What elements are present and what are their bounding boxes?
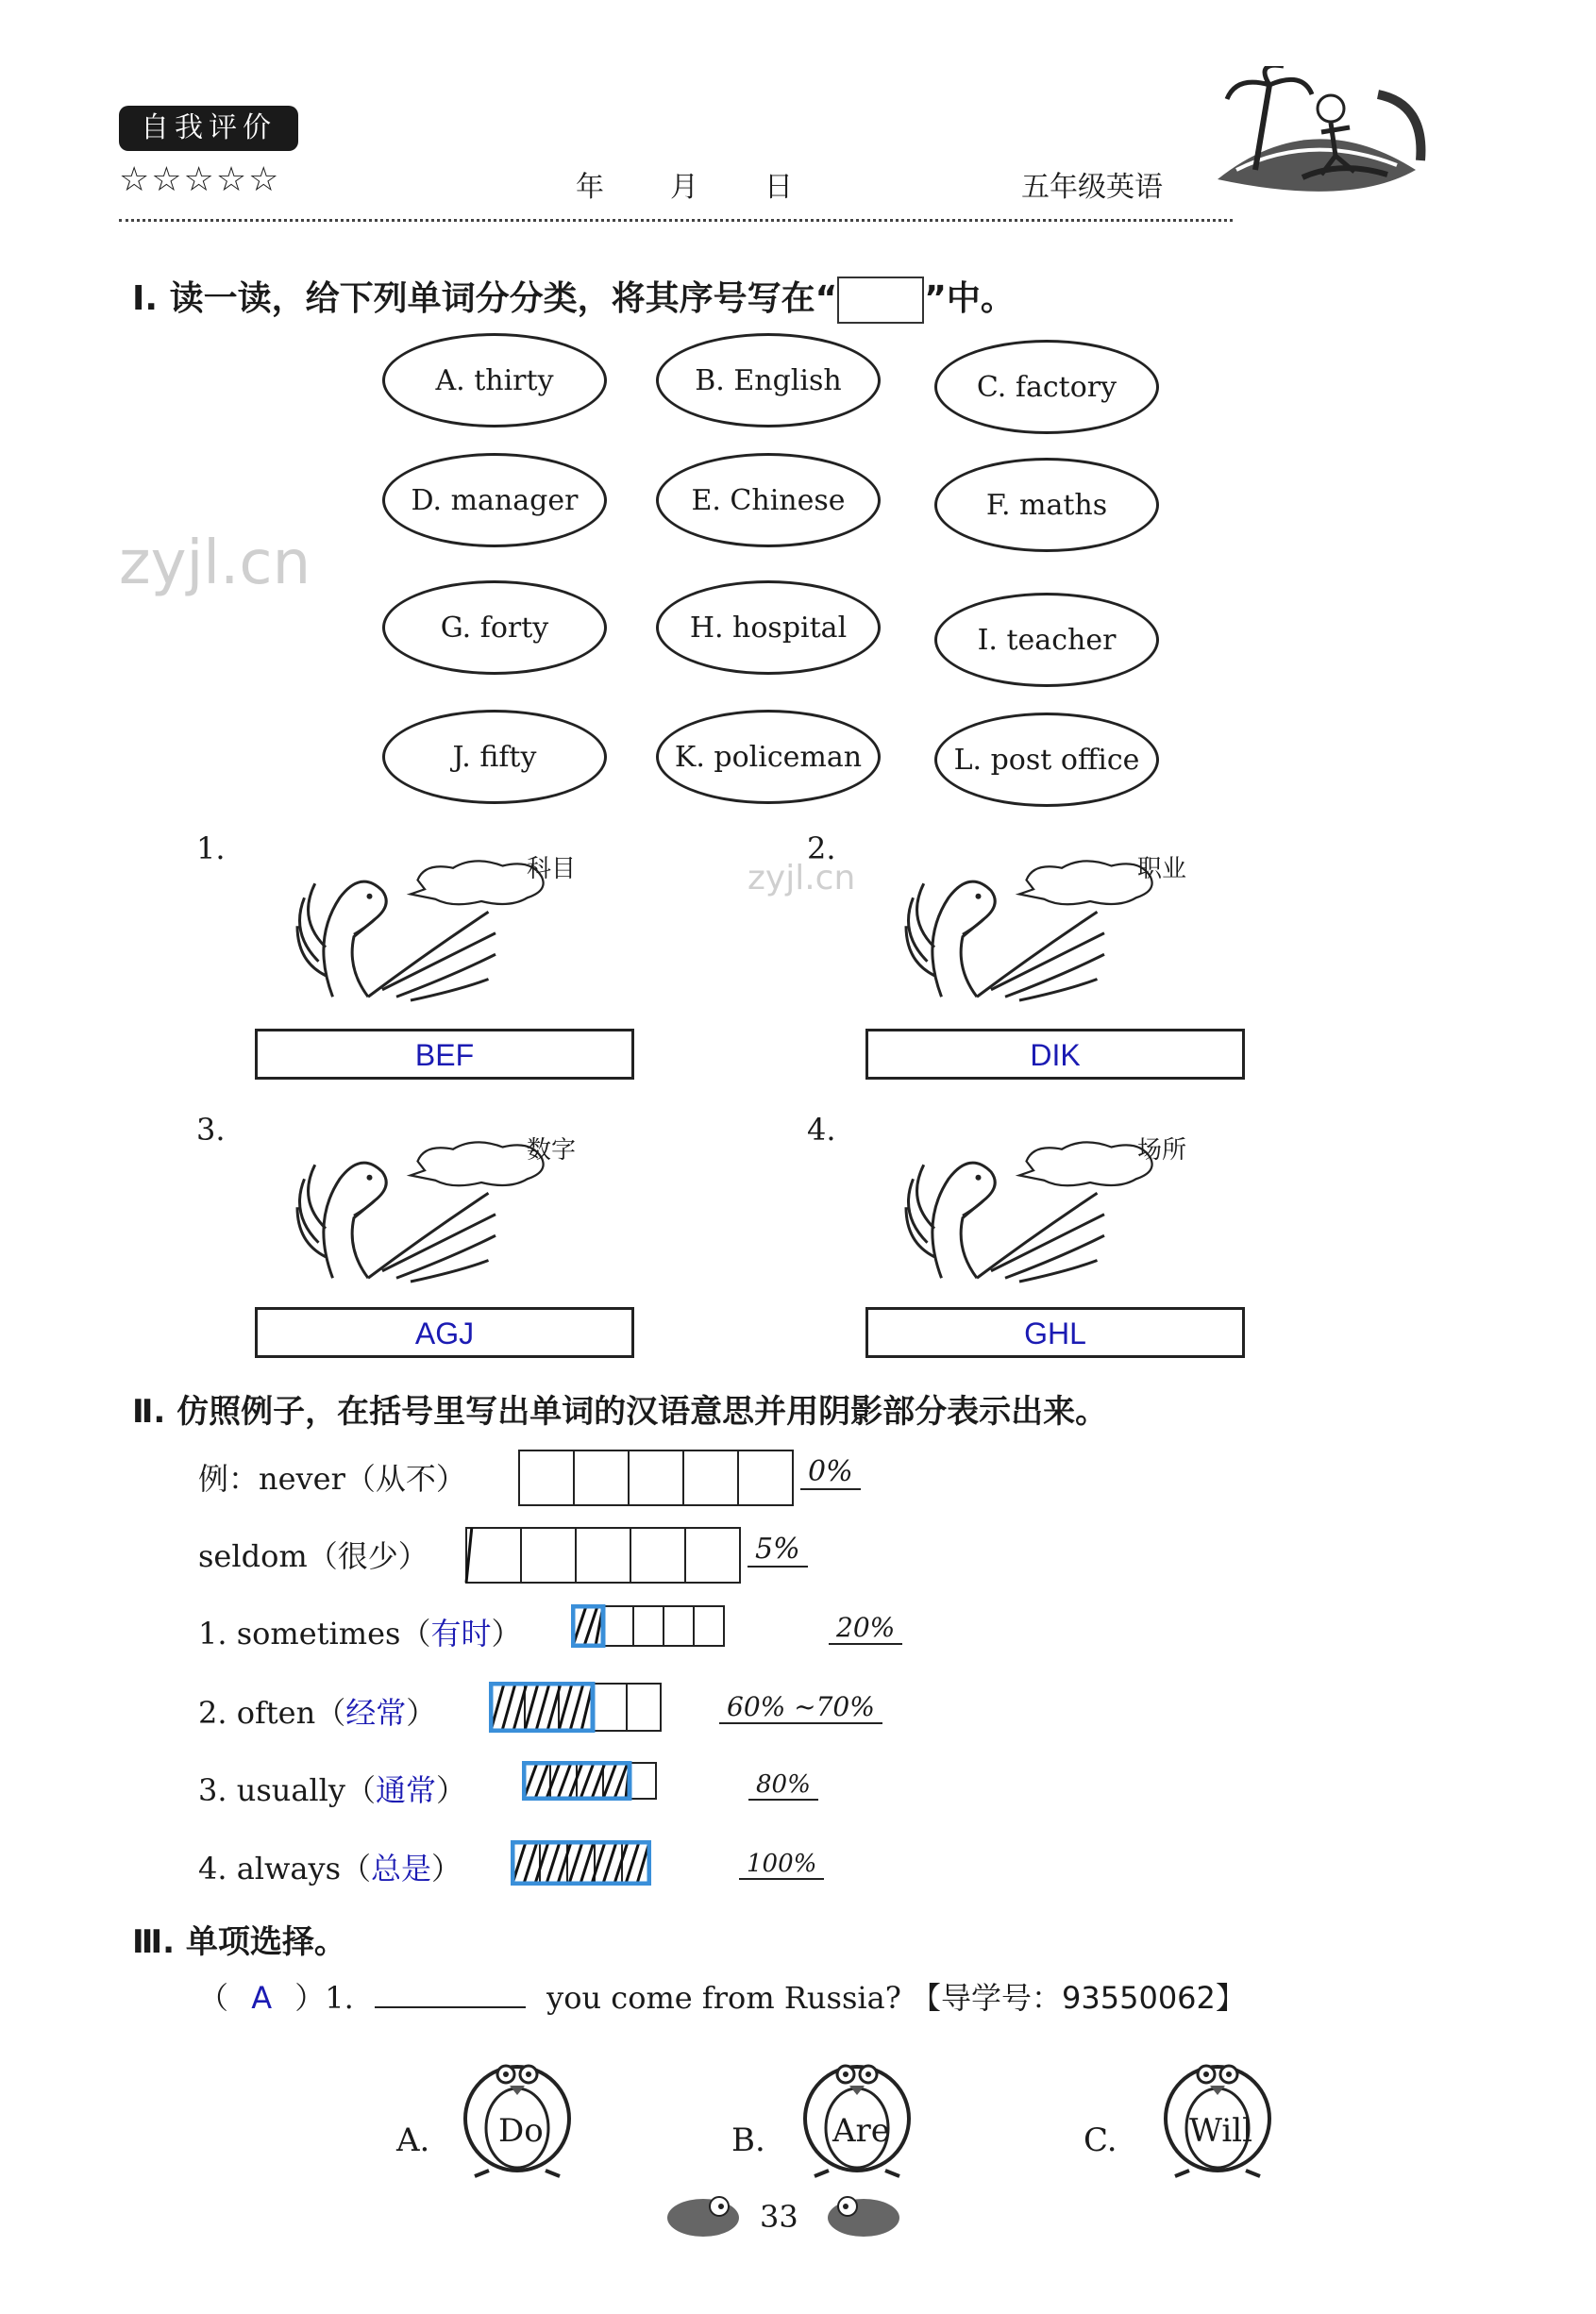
bar-cell [738,1450,793,1505]
word-option: K. policeman [656,710,881,804]
answer-box[interactable]: GHL [865,1307,1245,1358]
percentage-label: 100% [739,1850,824,1880]
option-word: Will [1189,2112,1252,2150]
bird-icon [661,2188,746,2244]
bar-cell [593,1684,627,1731]
word-option: E. Chinese [656,453,881,547]
group-number: 2. [807,830,836,866]
blank-box [837,277,924,324]
bar-cell [694,1606,724,1646]
bar-cells [489,1682,663,1733]
word-option: B. English [656,333,881,428]
swan-icon [283,1112,566,1310]
day-label: 日 [764,171,793,204]
frequency-bar[interactable] [517,1449,795,1507]
cloud-label: 科目 [527,855,577,883]
section-3-title: Ⅲ. 单项选择。 [132,1923,346,1961]
bar-cell [683,1450,738,1505]
row-always [198,1845,462,1888]
word-option: A. thirty [382,333,607,428]
section-2-title: Ⅱ. 仿照例子，在括号里写出单词的汉语意思并用阴影部分表示出来。 [132,1393,1108,1431]
bar-cell [466,1528,521,1583]
percentage-label: 60% ~70% [719,1691,882,1724]
answer-box[interactable]: DIK [865,1029,1245,1080]
penguin-icon[interactable] [1151,2038,1284,2180]
bar-cell [630,1763,656,1799]
question-text: you come from Russia? [546,1980,901,2016]
reference-number: 【导学号：93550062】 [911,1980,1246,2016]
option-label: B. [731,2121,765,2159]
cloud-label: 数字 [527,1136,577,1165]
frequency-bar[interactable] [522,1761,658,1801]
fill-blank[interactable] [375,2006,526,2008]
word-option: C. factory [934,340,1159,434]
answer-box[interactable]: BEF [255,1029,634,1080]
row-sometimes [198,1610,522,1653]
example-row-seldom: seldom（很少） [198,1538,428,1574]
swan-icon [892,1112,1175,1310]
bar-cell [627,1684,661,1731]
word-option: I. teacher [934,593,1159,687]
bar-cells [522,1761,658,1801]
question-number: ）1. [294,1980,354,2016]
row-suffix: ） [436,1772,467,1808]
bar-cell [629,1450,683,1505]
bar-cell [664,1606,694,1646]
option-word: Do [498,2112,544,2150]
penguin-icon[interactable] [791,2038,923,2180]
example-row-never: 例：never（从不） [198,1461,466,1497]
section-1-title [132,272,1015,324]
answer-box[interactable]: AGJ [255,1307,634,1358]
word-option: H. hospital [656,580,881,675]
word-option: F. maths [934,458,1159,552]
book-title: 五年级英语 [1021,171,1163,204]
option-label: C. [1084,2121,1117,2159]
bar-cell [603,1606,633,1646]
bar-cells [571,1604,726,1648]
section-1-title-pre: Ⅰ. 读一读，给下列单词分分类，将其序号写在“ [132,279,838,318]
bar-cell [633,1606,664,1646]
penguin-icon[interactable] [451,2038,583,2180]
section-1-title-post: ”中。 [924,279,1015,318]
frequency-bar[interactable] [571,1604,726,1648]
question-1 [198,1974,1246,2018]
watermark: zyjl.cn [119,528,311,598]
row-suffix: ） [491,1616,522,1652]
self-evaluation-badge: 自我评价 [119,106,298,151]
answer-choice[interactable]: A [251,1980,273,2016]
word-option: G. forty [382,580,607,675]
bar-cell [574,1450,629,1505]
option-word: Are [832,2112,890,2150]
row-prefix: 1. sometimes（ [198,1616,431,1652]
percentage-label: 20% [829,1612,902,1645]
group-number: 3. [196,1112,226,1148]
bar-cells [464,1526,742,1585]
percentage-label: 80% [748,1770,818,1801]
frequency-bar[interactable] [464,1526,742,1585]
word-option: L. post office [934,713,1159,807]
answer-text[interactable]: 有时 [430,1616,492,1652]
answer-text[interactable]: 总是 [371,1851,432,1886]
watermark: zyjl.cn [748,859,856,897]
answer-text[interactable]: 经常 [345,1695,407,1731]
bird-icon [821,2188,906,2244]
rating-stars[interactable]: ☆☆☆☆☆ [119,160,281,199]
group-number: 4. [807,1112,836,1148]
swan-icon [892,830,1175,1029]
row-suffix: ） [431,1851,462,1886]
page-number: 33 [760,2199,798,2235]
percentage-label: 0% [800,1455,861,1490]
cloud-label: 职业 [1137,855,1187,883]
header-divider [119,219,1233,222]
option-label: A. [396,2121,430,2159]
word-option: J. fifty [382,710,607,804]
percentage-label: 5% [748,1533,808,1568]
bar-cell [576,1528,630,1583]
year-label: 年 [576,171,604,204]
row-usually [198,1767,466,1810]
word-option: D. manager [382,453,607,547]
month-label: 月 [670,171,698,204]
row-prefix: 2. often（ [198,1695,346,1731]
bar-cell [685,1528,740,1583]
cloud-label: 场所 [1137,1136,1187,1165]
swan-icon [283,830,566,1029]
bar-cells [511,1840,651,1886]
row-suffix: ） [406,1695,437,1731]
row-prefix: 3. usually（ [198,1772,376,1808]
row-often [198,1689,436,1733]
bar-cell [519,1450,574,1505]
frequency-bar[interactable] [489,1682,663,1733]
group-number: 1. [196,830,226,866]
frequency-bar[interactable] [511,1840,651,1886]
surfer-illustration [1199,66,1435,208]
bar-cell [630,1528,685,1583]
row-prefix: 4. always（ [198,1851,371,1886]
answer-text[interactable]: 通常 [375,1772,436,1808]
bar-cell [521,1528,576,1583]
bar-cells [517,1449,795,1507]
paren-open: （ [198,1980,229,2016]
